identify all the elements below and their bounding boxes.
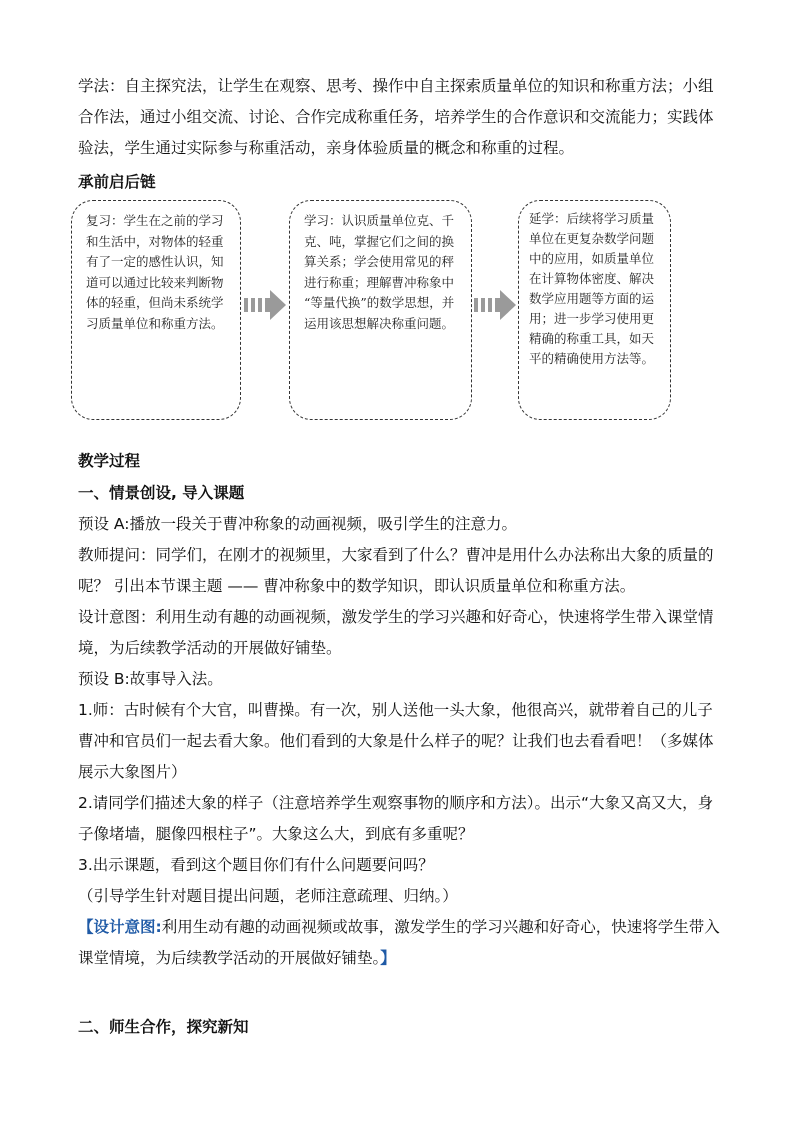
guidance-note-paragraph: （引导学生针对题目提出问题，老师注意疏理、归纳。） [78, 887, 458, 905]
design-intent-box [78, 912, 722, 974]
teaching-process-heading: 教学过程 [78, 452, 141, 470]
story-step-3-paragraph: 3.出示课题，看到这个题目你们有什么问题要问吗？ [78, 856, 434, 874]
extend-box [518, 200, 671, 420]
review-box [71, 200, 241, 420]
arrow-right-icon [474, 288, 518, 322]
design-intent-text: 利用生动有趣的动画视频或故事，激发学生的学习兴趣和好奇心，快速将学生带入课堂情境，为后续教学活动的开展做好铺垫。 [78, 918, 720, 967]
learn-box-text: 学习：认识质量单位克、千克、吨，掌握它们之间的换算关系；学会使用常见的秤进行称重；理解曹冲称象中 “等量代换”的数学思想，并运用该思想解决称重问题。 [304, 213, 455, 331]
learning-method-paragraph: 学法：自主探究法，让学生在观察、思考、操作中自主探索质量单位的知识和称重方法；小组合作法，通过小组交流、讨论、合作完成称重任务，培养学生的合作意识和交流能力；实践体验法，学生通过实际参与称重活动，亲身体验质量的概念和称重的过程。 [78, 77, 714, 157]
extend-box-text: 延学：后续将学习质量单位在更复杂数学问题中的应用，如质量单位在计算物体密度、解决数学应用题等方面的运用；进一步学习使用更精确的称重工具，如天平的精确使用方法等。 [529, 211, 655, 366]
section-1-title: 一、情景创设, 导入课题 [78, 484, 245, 502]
teacher-question-paragraph: 教师提问：同学们，在刚才的视频里，大家看到了什么？曹冲是用什么办法称出大象的质量的呢？ 引出本节课主题 —— 曹冲称象中的数学知识，即认识质量单位和称重方法。 [78, 546, 714, 595]
section-2-title: 二、师生合作，探究新知 [78, 1018, 249, 1036]
design-intent-label: 设计意图: [93, 918, 162, 936]
learn-box [289, 200, 472, 420]
story-step-1-paragraph: 1.师：古时候有个大官，叫曹操。有一次，别人送他一头大象，他很高兴，就带着自己的儿子曹冲和官员们一起去看大象。他们看到的大象是什么样子的呢？让我们也去看看吧！（多媒体展示大象图片） [78, 701, 714, 781]
review-box-text: 复习：学生在之前的学习和生活中，对物体的轻重有了一定的感性认识，知道可以通过比较来判断物体的轻重，但尚未系统学习质量单位和称重方法。 [86, 213, 224, 331]
bracket-open: 【 [78, 918, 94, 936]
arrow-right-icon [244, 288, 288, 322]
preset-b-paragraph: 预设 B:故事导入法。 [78, 670, 223, 688]
design-intent-paragraph: 设计意图：利用生动有趣的动画视频，激发学生的学习兴趣和好奇心，快速将学生带入课堂情境，为后续教学活动的开展做好铺垫。 [78, 608, 714, 657]
preset-a-paragraph: 预设 A:播放一段关于曹冲称象的动画视频，吸引学生的注意力。 [78, 515, 517, 533]
bracket-close: 】 [380, 949, 396, 967]
story-step-2-paragraph: 2.请同学们描述大象的样子（注意培养学生观察事物的顺序和方法）。出示“大象又高又大，身子像堵墙，腿像四根柱子”。大象这么大，到底有多重呢？ [78, 794, 714, 843]
link-section-heading: 承前启后链 [78, 173, 156, 191]
